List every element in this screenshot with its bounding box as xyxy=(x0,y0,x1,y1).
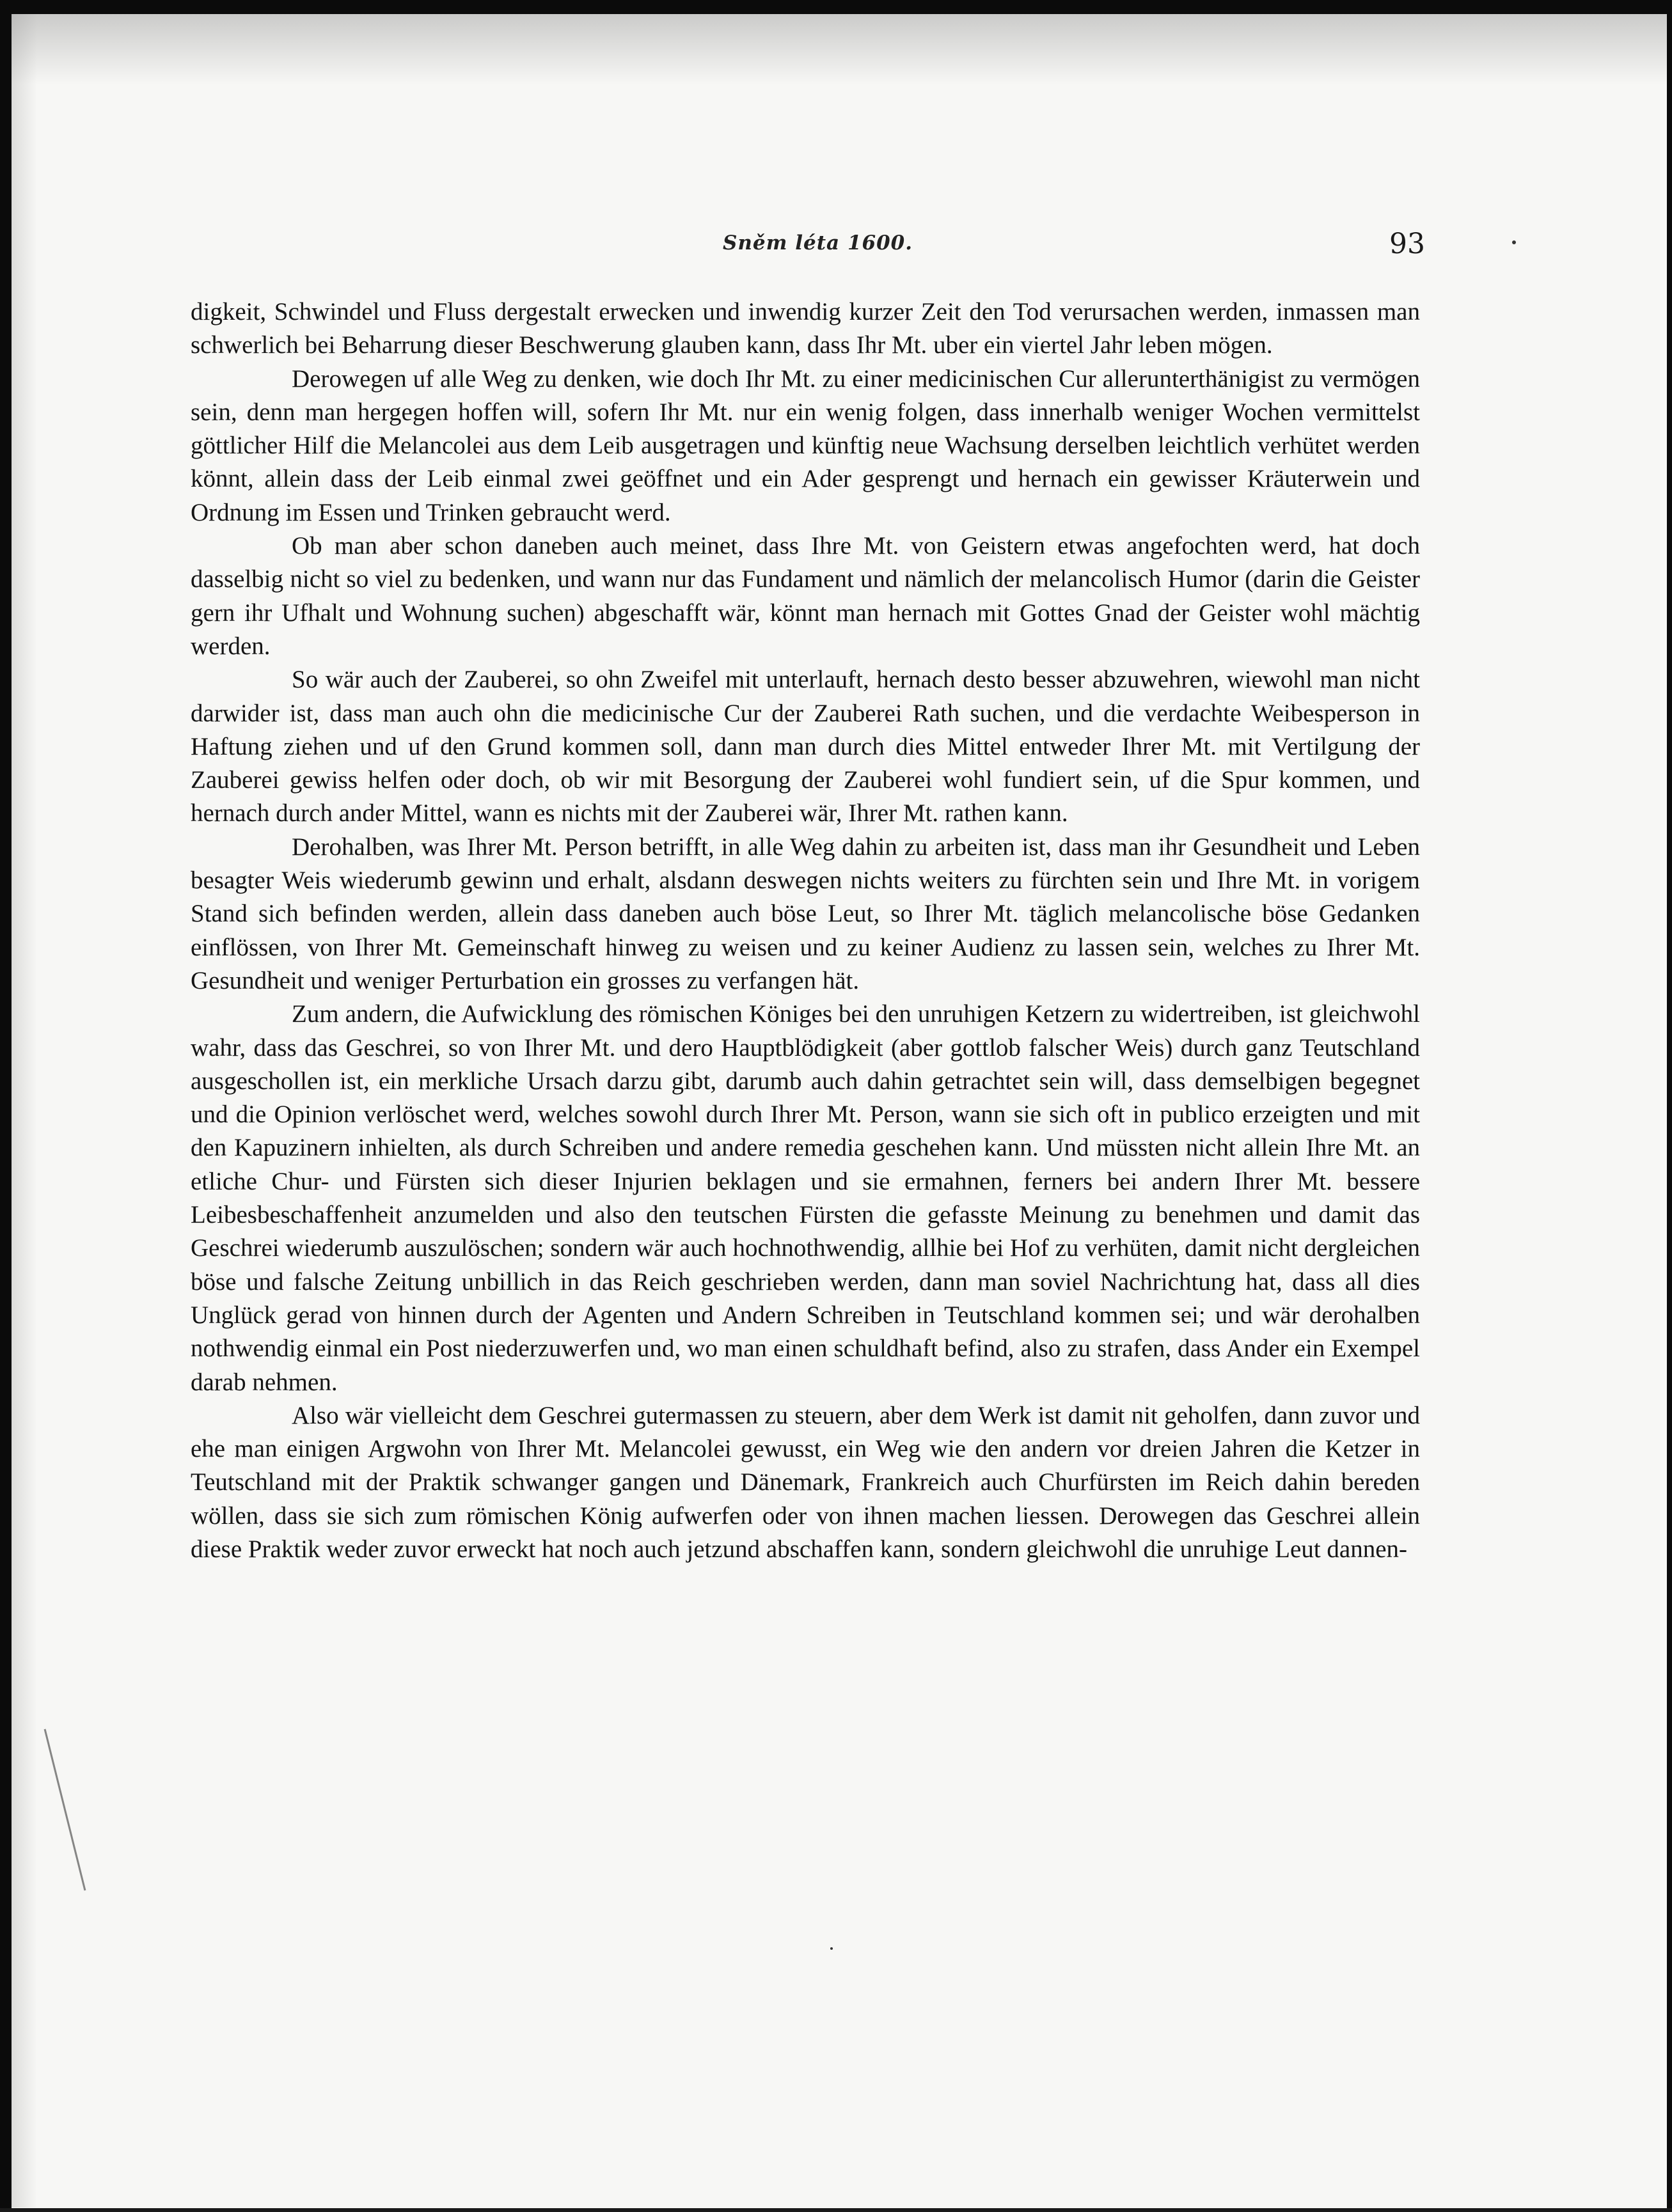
scan-speck xyxy=(830,1947,833,1950)
scan-speck xyxy=(1512,240,1516,244)
paragraph: Ob man aber schon daneben auch meinet, dass Ihre Mt. von Geistern etwas angefochten werd, hat doch dasselbig nicht so viel zu bedenken, und wann nur das Fundament und nämlich der melancolisch Humor (darin die Geister gern ihr Ufhalt und Wohnung suchen) abgeschafft wär, könnt man hernach mit Gottes Gnad der Geister wohl mächtig werden. xyxy=(191,532,1420,660)
paragraph: So wär auch der Zauberei, so ohn Zweifel mit unterlauft, hernach desto besser abzuwehren, wiewohl man nicht darwider ist, dass man auch ohn die medicinische Cur der Zauberei Rath suchen, und die verdachte Weibesperson in Haftung ziehen und uf den Grund kommen soll, dann man durch dies Mittel entweder Ihrer Mt. mit Vertilgung der Zauberei gewiss helfen oder doch, ob wir mit Besorgung der Zauberei wohl fundiert sein, uf die Spur kommen, und hernach durch ander Mittel, wann es nichts mit der Zauberei wär, Ihrer Mt. rathen kann. xyxy=(191,666,1420,828)
scan-border-right xyxy=(1667,0,1672,2212)
page-number: 93 xyxy=(1389,228,1425,260)
scan-shadow-top xyxy=(12,14,1667,84)
paragraph: Also wär vielleicht dem Geschrei gutermassen zu steuern, aber dem Werk ist damit nit geholfen, dann zuvor und ehe man einigen Argwohn von Ihrer Mt. Melancolei gewusst, ein Weg wie den andern vor dreien Jahren die Ketzer in Teutschland mit der Praktik schwanger gangen und Dänemark, Frankreich auch Churfürsten im Reich dahin bereden wöllen, dass sie sich zum römischen König aufwerfen oder von ihnen machen liessen. Derowegen das Geschrei allein diese Praktik weder zuvor erweckt hat noch auch jetzund abschaffen kann, sondern gleichwohl die unruhige Leut dannen- xyxy=(191,1401,1420,1563)
scan-border-bottom xyxy=(0,2208,1672,2212)
paragraph: digkeit, Schwindel und Fluss dergestalt erwecken und inwendig kurzer Zeit den Tod verursachen werden, inmassen man schwerlich bei Beharrung dieser Beschwerung glauben kann, dass Ihr Mt. uber ein viertel Jahr leben mögen. xyxy=(191,298,1420,359)
paragraph: Derohalben, was Ihrer Mt. Person betrifft, in alle Weg dahin zu arbeiten ist, dass man ihr Gesundheit und Leben besagter Weis wiederumb gewinn und erhalt, alsdann deswegen nichts weiters zu fürchten sein und Ihre Mt. in vorigem Stand sich befinden werden, allein dass daneben auch böse Leut, so Ihrer Mt. täglich melancolische böse Gedanken einflössen, von Ihrer Mt. Gemeinschaft hinweg zu weisen und zu keiner Audienz zu lassen sein, welches zu Ihrer Mt. Gesundheit und weniger Perturbation ein grosses zu verfangen hät. xyxy=(191,833,1420,994)
scan-scratch-mark xyxy=(44,1729,86,1890)
scan-border-left xyxy=(0,0,12,2212)
running-title: Sněm léta 1600. xyxy=(723,231,913,255)
scan-shadow-left xyxy=(12,14,37,2208)
paragraph: Zum andern, die Aufwicklung des römischen Königes bei den unruhigen Ketzern zu widertreiben, ist gleichwohl wahr, dass das Geschrei, so von Ihrer Mt. und dero Hauptblödigkeit (aber gottlob falscher Weis) durch ganz Teutschland ausgeschollen ist, ein merkliche Ursach darzu gibt, darumb auch dahin getrachtet sein will, dass demselbigen begegnet und die Opinion verlöschet werd, welches sowohl durch Ihrer Mt. Person, wann sie sich oft in publico erzeigten und mit den Kapuzinern inhielten, als durch Schreiben und andere remedia geschehen kann. Und müssten nicht allein Ihre Mt. an etliche Chur- und Fürsten sich dieser Injurien beklagen und sie ermahnen, ferners bei andern Ihrer Mt. bessere Leibesbeschaffenheit anzumelden und also den teutschen Fürsten die gefasste Meinung zu benehmen und damit das Geschrei wiederumb auszulöschen; sondern wär auch hochnothwendig, allhie bei Hof zu verhüten, damit nicht dergleichen böse und falsche Zeitung unbillich in das Reich geschrieben werden, dann man soviel Nachrichtung hat, dass all dies Unglück gerad von hinnen durch der Agenten und Andern Schreiben in Teutschland kommen sei; und wär derohalben nothwendig einmal ein Post niederzuwerfen und, wo man einen schuldhaft befind, also zu strafen, dass Ander ein Exempel darab nehmen. xyxy=(191,1000,1420,1396)
paragraph: Derowegen uf alle Weg zu denken, wie doch Ihr Mt. zu einer medicinischen Cur allerunterthänigist zu vermögen sein, denn man hergegen hoffen will, sofern Ihr Mt. nur ein wenig folgen, dass innerhalb weniger Wochen vermittelst göttlicher Hilf die Melancolei aus dem Leib ausgetragen und künftig neue Wachsung derselben leichtlich verhütet werden könnt, allein dass der Leib einmal zwei geöffnet und ein Ader gesprengt und hernach ein gewisser Kräuterwein und Ordnung im Essen und Trinken gebraucht werd. xyxy=(191,365,1420,526)
body-text xyxy=(191,295,1420,1566)
scan-border-top xyxy=(0,0,1672,14)
